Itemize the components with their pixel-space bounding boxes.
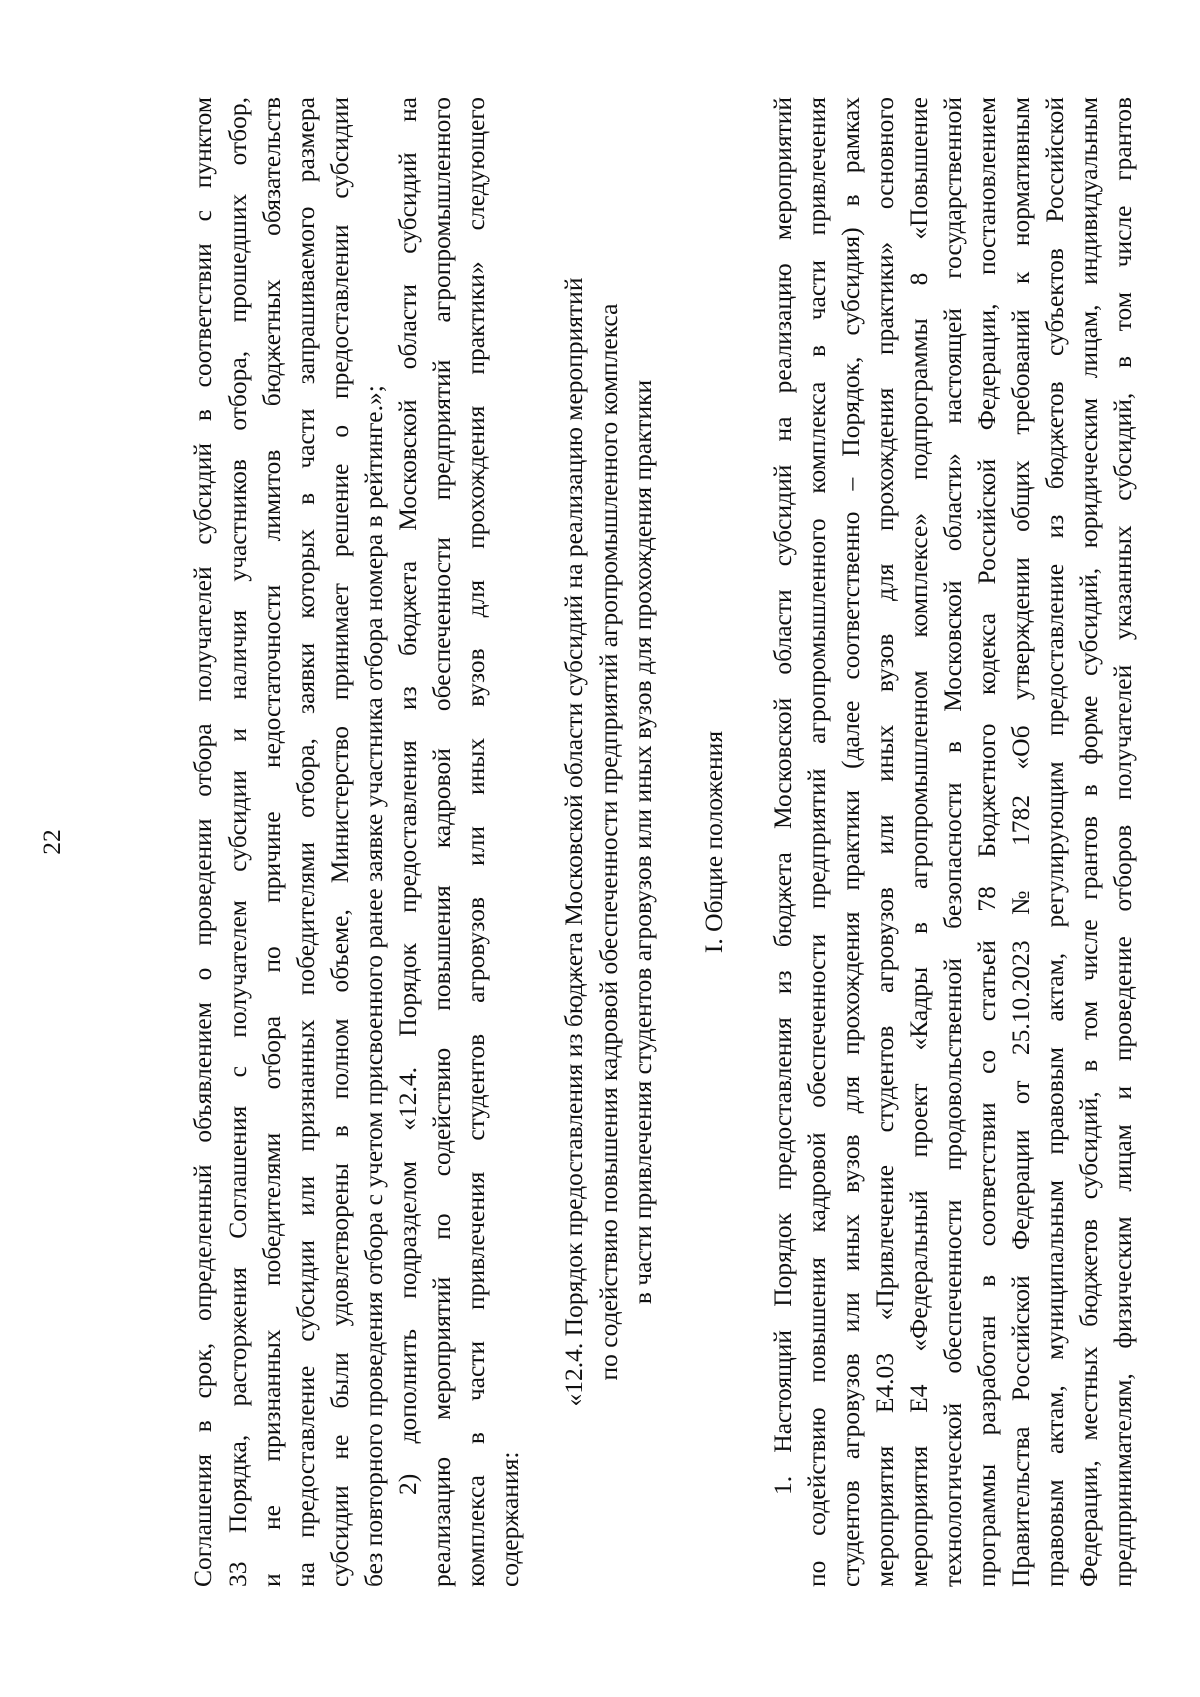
text-line: на предоставление субсидии или признанных победителями отбора, заявки которых в части запрашиваемого размера bbox=[291, 97, 320, 1587]
text-line: содержания: bbox=[495, 1451, 524, 1587]
text-line: комплекса в части привлечения студентов агровузов или иных вузов для прохождения практики» следующего bbox=[461, 97, 490, 1587]
text-line: мероприятия Е4 «Федеральный проект «Кадры в агропромышленном комплексе» подпрограммы 8 «Повышение bbox=[904, 97, 933, 1587]
text-line: программы разработан в соответствии со статьей 78 Бюджетного кодекса Российской Федерации, постановлением bbox=[972, 97, 1001, 1587]
heading-line: «12.4. Порядок предоставления из бюджета Московской области субсидий на реализацию мероприятий bbox=[559, 277, 588, 1407]
page-number: 22 bbox=[37, 829, 66, 855]
text-line: реализацию мероприятий по содействию повышения кадровой обеспеченности предприятий агропромышленного bbox=[427, 97, 456, 1587]
text-line: 33 Порядка, расторжения Соглашения с получателем субсидии и наличия участников отбора, прошедших отбор, bbox=[223, 97, 252, 1587]
text-line: субсидии не были удовлетворены в полном объеме, Министерство принимает решение о предоставлении субсидии bbox=[325, 97, 354, 1587]
heading-line: в части привлечения студентов агровузов или иных вузов для прохождения практики bbox=[628, 379, 657, 1305]
section-title: I. Общие положения bbox=[699, 730, 728, 954]
text-line: 2) дополнить подразделом «12.4. Порядок предоставления из бюджета Московской области субсидий на bbox=[393, 97, 422, 1495]
text-line: Соглашения в срок, определенный объявлением о проведении отбора получателей субсидий в соответствии с пунктом bbox=[188, 97, 217, 1587]
text-line: технологической обеспеченности продовольственной безопасности в Московской области» настоящей государственной bbox=[938, 97, 967, 1587]
text-line: 1. Настоящий Порядок предоставления из бюджета Московской области субсидий на реализацию мероприятий bbox=[768, 97, 797, 1495]
text-line: по содействию повышения кадровой обеспеченности предприятий агропромышленного комплекса в части привлечения bbox=[802, 97, 831, 1587]
text-line: Федерации, местных бюджетов субсидий, в том числе грантов в форме субсидий, юридическим лицам, индивидуальным bbox=[1074, 97, 1103, 1587]
text-line: студентов агровузов или иных вузов для прохождения практики (далее соответственно – Порядок, субсидия) в рамках bbox=[836, 97, 865, 1587]
text-line: предпринимателям, физическим лицам и проведение отборов получателей указанных субсидий, в том числе грантов bbox=[1108, 97, 1137, 1587]
rotated-content bbox=[37, 97, 1163, 1587]
text-line: мероприятия Е4.03 «Привлечение студентов агровузов или иных вузов для прохождения практики» основного bbox=[870, 97, 899, 1587]
text-line: и не признанных победителями отбора по причине недостаточности лимитов бюджетных обязательств bbox=[257, 97, 286, 1587]
heading-line: по содействию повышения кадровой обеспеченности предприятий агропромышленного комплекса bbox=[594, 303, 623, 1381]
text-line: без повторного проведения отбора с учетом присвоенного ранее заявке участника отбора номера в рейтинге.»; bbox=[359, 385, 388, 1587]
text-line: Правительства Российской Федерации от 25.10.2023 № 1782 «Об утверждении общих требований к нормативным bbox=[1006, 97, 1035, 1587]
text-line: правовым актам, муниципальным правовым актам, регулирующим предоставление из бюджетов субъектов Российской bbox=[1040, 97, 1069, 1587]
